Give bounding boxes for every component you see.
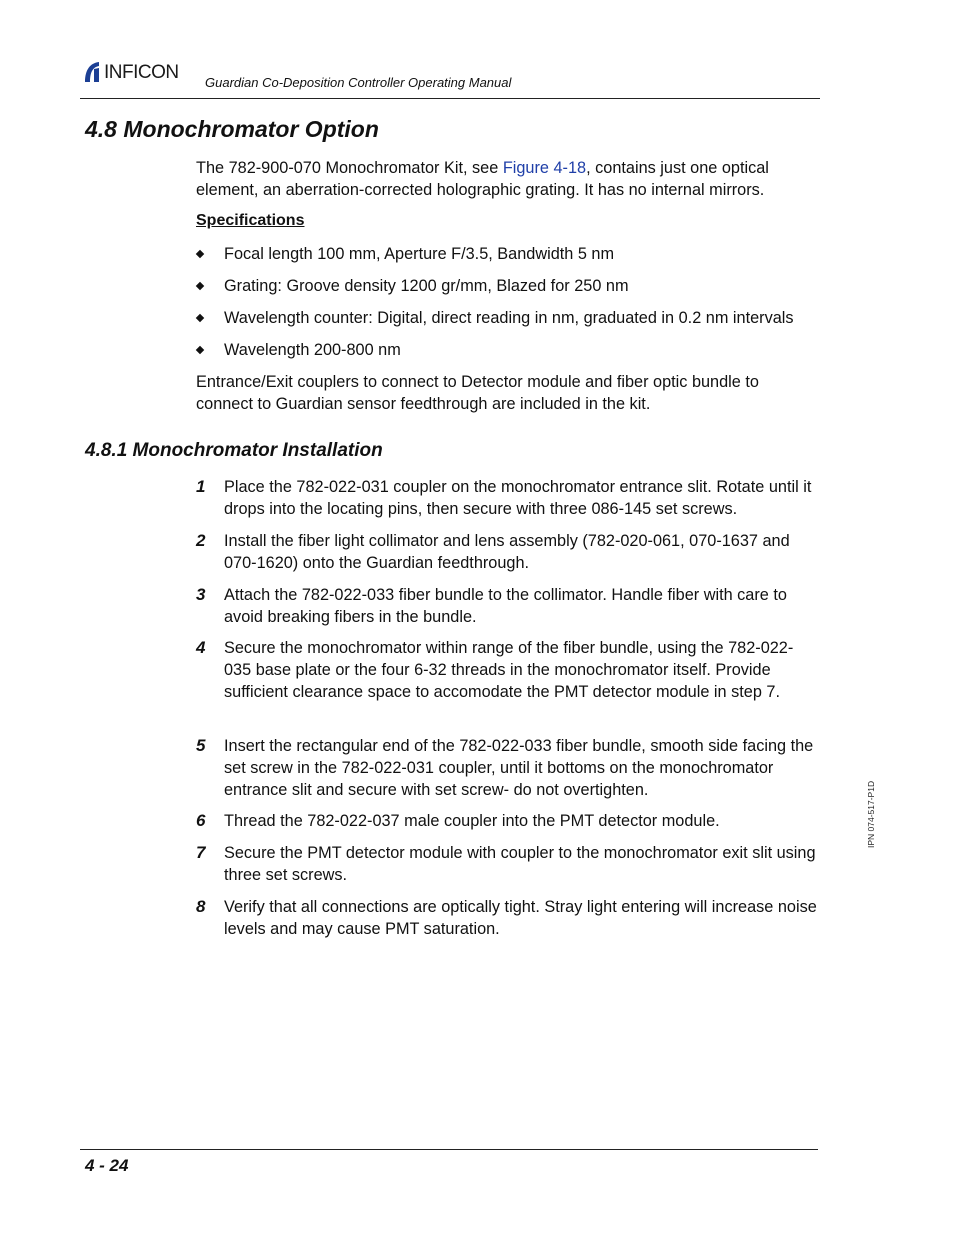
step-number: 3 (196, 585, 206, 604)
spec-bullet-text: Wavelength counter: Digital, direct reading in nm, graduated in 0.2 nm intervals (224, 309, 794, 327)
spec-bullet-text: Wavelength 200-800 nm (224, 341, 401, 359)
step-text: Secure the PMT detector module with coupler to the monochromator exit slit using three set screws. (224, 844, 816, 884)
step-text: Insert the rectangular end of the 782-022-033 fiber bundle, smooth side facing the set screw in the 782-022-031 coupler, until it bottoms on the monochromator entrance slit and secure with set screw- do not overtighten. (224, 737, 814, 799)
logo-wordmark: INFICON (104, 62, 179, 83)
section-title: 4.8 Monochromator Option (85, 116, 379, 142)
intro-text-line2: element, an aberration-corrected holographic grating. It has no internal mirrors. (196, 181, 765, 199)
page-number: 4 - 24 (85, 1156, 129, 1175)
spec-bullet-text: Grating: Groove density 1200 gr/mm, Blazed for 250 nm (224, 277, 629, 295)
step-number: 1 (196, 477, 206, 496)
document-part-number: IPN 074-517-P1D (866, 780, 876, 848)
step-number: 2 (196, 531, 206, 550)
kit-contents-paragraph: Entrance/Exit couplers to connect to Detector module and fiber optic bundle to connect to Guardian sensor feedthrough are included in the kit. (196, 373, 759, 413)
step-number: 6 (196, 811, 206, 830)
spec-bullet-text: Focal length 100 mm, Aperture F/3.5, Bandwidth 5 nm (224, 245, 615, 263)
bullet-diamond-icon (196, 250, 204, 258)
intro-text-rest: , contains just one optical (586, 159, 769, 177)
intro-text-start: The 782-900-070 Monochromator Kit, see (196, 159, 503, 177)
specifications-label: Specifications (196, 212, 305, 229)
subsection-title: 4.8.1 Monochromator Installation (85, 440, 383, 461)
inficon-logo-icon (82, 60, 102, 84)
step-number: 5 (196, 736, 206, 755)
step-number: 4 (196, 638, 206, 657)
step-text: Attach the 782-022-033 fiber bundle to the collimator. Handle fiber with care to avoid breaking fibers in the bundle. (224, 586, 787, 626)
step-text: Verify that all connections are optically tight. Stray light entering will increase noise levels and may cause PMT saturation. (224, 898, 817, 938)
intro-paragraph (196, 157, 818, 201)
step-number: 8 (196, 897, 206, 916)
bullet-diamond-icon (196, 346, 204, 354)
step-text: Secure the monochromator within range of the fiber bundle, using the 782-022-035 base plate or the four 6-32 threads in the monochromator itself. Provide sufficient clearance space to accomodate the PMT detector module in step 7. (224, 639, 794, 701)
bullet-diamond-icon (196, 314, 204, 322)
figure-link[interactable]: Figure 4-18 (502, 159, 587, 177)
footer-divider (80, 1149, 818, 1150)
manual-title: Guardian Co-Deposition Controller Operating Manual (205, 75, 512, 90)
step-number: 7 (196, 843, 206, 862)
step-text: Place the 782-022-031 coupler on the monochromator entrance slit. Rotate until it drops into the locating pins, then secure with three 086-145 set screws. (224, 478, 812, 518)
step-text: Thread the 782-022-037 male coupler into the PMT detector module. (224, 812, 720, 830)
header-divider (80, 98, 820, 99)
inficon-logo (82, 58, 179, 84)
bullet-diamond-icon (196, 282, 204, 290)
step-text: Install the fiber light collimator and lens assembly (782-020-061, 070-1637 and 070-1620) onto the Guardian feedthrough. (224, 532, 790, 572)
